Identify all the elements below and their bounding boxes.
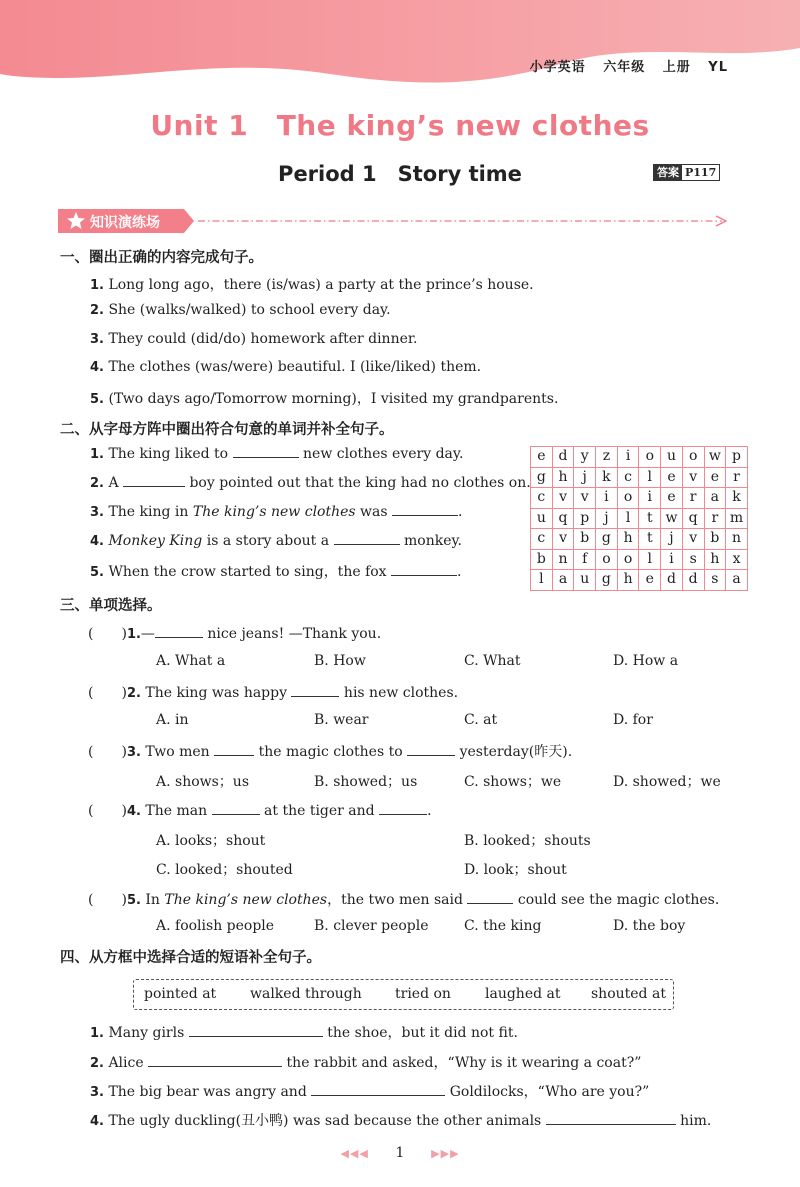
grid-letter[interactable]: n [552, 549, 574, 570]
grid-letter[interactable]: r [726, 467, 748, 488]
grid-letter[interactable]: i [661, 549, 683, 570]
book-info [518, 56, 728, 75]
part1-heading: 一、圈出正确的内容完成句子。 [60, 250, 263, 266]
grid-letter[interactable]: g [596, 529, 618, 550]
answer-label: 答案 [654, 165, 682, 180]
grid-letter[interactable]: l [617, 508, 639, 529]
answer-blank[interactable] [155, 626, 203, 638]
subject-label: 小学英语 [529, 60, 586, 75]
part3-heading: 三、单项选择。 [60, 598, 162, 614]
grid-letter[interactable]: u [574, 570, 596, 591]
grid-letter[interactable]: u [661, 447, 683, 468]
answer-blank[interactable] [546, 1113, 676, 1125]
part1-item: 5. (Two days ago/Tomorrow morning)，I visited my grandparents. [90, 391, 559, 407]
part4-item: 4. The ugly duckling(丑小鸭) was sad because the other animals him. [90, 1113, 712, 1129]
part2-item: 3. The king in The king’s new clothes was . [90, 504, 463, 520]
letter-grid [530, 446, 748, 591]
option-a[interactable]: A. What a [156, 653, 226, 669]
grid-letter[interactable]: j [661, 529, 683, 550]
choice-question: ( )4. The man at the tiger and . [88, 803, 432, 819]
grid-letter[interactable]: e [661, 488, 683, 509]
grid-letter[interactable]: e [704, 467, 726, 488]
grid-letter[interactable]: d [661, 570, 683, 591]
grid-letter[interactable]: i [639, 488, 661, 509]
grid-letter[interactable]: w [661, 508, 683, 529]
answer-blank[interactable] [467, 892, 513, 904]
part2-item: 5. When the crow started to sing，the fox . [90, 564, 462, 580]
grid-letter[interactable]: b [704, 529, 726, 550]
grid-letter[interactable]: r [704, 508, 726, 529]
answer-blank[interactable] [379, 803, 427, 815]
option-d[interactable]: D. the boy [613, 918, 686, 934]
grid-letter[interactable]: v [682, 467, 704, 488]
part2-item: 2. A boy pointed out that the king had no clothes on. [90, 475, 531, 491]
grid-letter[interactable]: t [639, 529, 661, 550]
page-footer [0, 1145, 800, 1161]
grid-letter[interactable]: k [726, 488, 748, 509]
grid-letter[interactable]: h [552, 467, 574, 488]
option-d[interactable]: D. look；shout [464, 862, 567, 878]
grid-letter[interactable]: o [682, 447, 704, 468]
grid-letter[interactable]: d [682, 570, 704, 591]
grid-letter[interactable]: v [682, 529, 704, 550]
grid-letter[interactable]: y [574, 447, 596, 468]
star-runner-icon [66, 211, 86, 231]
grid-letter[interactable]: j [596, 508, 618, 529]
left-arrows-icon: ◀◀◀ [340, 1147, 369, 1160]
option-b[interactable]: B. How [314, 653, 366, 669]
grid-letter[interactable]: n [726, 529, 748, 550]
option-a[interactable]: A. looks；shout [156, 833, 266, 849]
grid-letter[interactable]: l [531, 570, 553, 591]
option-b[interactable]: B. wear [314, 712, 369, 728]
grid-row [531, 467, 748, 488]
grid-letter[interactable]: u [531, 508, 553, 529]
grid-letter[interactable]: l [639, 549, 661, 570]
grid-letter[interactable]: o [596, 549, 618, 570]
option-c[interactable]: C. shows；we [464, 774, 562, 790]
grid-letter[interactable]: c [531, 488, 553, 509]
part1-item: 3. They could (did/do) homework after dinner. [90, 331, 418, 347]
grid-letter[interactable]: o [617, 549, 639, 570]
volume-label: 上册 [662, 60, 691, 75]
part4-heading: 四、从方框中选择合适的短语补全句子。 [60, 950, 321, 966]
grid-letter[interactable]: e [639, 570, 661, 591]
grid-letter[interactable]: v [574, 488, 596, 509]
grade-label: 六年级 [603, 60, 646, 75]
grid-row [531, 447, 748, 468]
answer-blank[interactable] [392, 504, 458, 516]
edition-label: YL [708, 60, 728, 75]
grid-letter[interactable]: m [726, 508, 748, 529]
grid-letter[interactable]: a [552, 570, 574, 591]
answer-blank[interactable] [123, 475, 185, 487]
answer-blank[interactable] [334, 533, 400, 545]
option-b[interactable]: B. showed；us [314, 774, 418, 790]
option-d[interactable]: D. showed；we [613, 774, 721, 790]
part4-item: 3. The big bear was angry and Goldilocks，“Who are you?” [90, 1084, 650, 1100]
header-wave-band [0, 0, 800, 92]
grid-letter[interactable]: a [726, 570, 748, 591]
choice-question: ( )5. In The king’s new clothes，the two men said could see the magic clothes. [88, 892, 720, 908]
grid-letter[interactable]: k [596, 467, 618, 488]
answer-blank[interactable] [214, 744, 254, 756]
grid-letter[interactable]: h [617, 570, 639, 591]
section-banner-label: 知识演练场 [90, 215, 160, 231]
right-arrows-icon: ▶▶▶ [431, 1147, 460, 1160]
grid-letter[interactable]: s [682, 549, 704, 570]
grid-letter[interactable]: o [617, 488, 639, 509]
grid-letter[interactable]: v [552, 529, 574, 550]
grid-letter[interactable]: b [574, 529, 596, 550]
section-banner [58, 208, 730, 234]
option-a[interactable]: A. foolish people [156, 918, 275, 934]
period-title: Period 1 Story time [278, 162, 522, 186]
part2-item: 1. The king liked to new clothes every day. [90, 446, 464, 462]
grid-row [531, 508, 748, 529]
phrase-item: tried on [395, 986, 451, 1002]
option-c[interactable]: C. the king [464, 918, 542, 934]
grid-letter[interactable]: h [617, 529, 639, 550]
phrase-item: shouted at [591, 986, 666, 1002]
answer-blank[interactable] [212, 803, 260, 815]
answer-blank[interactable] [291, 685, 339, 697]
grid-letter[interactable]: j [574, 467, 596, 488]
answer-reference [653, 164, 720, 181]
part4-item: 2. Alice the rabbit and asked，“Why is it wearing a coat?” [90, 1055, 642, 1071]
grid-letter[interactable]: x [726, 549, 748, 570]
part1-item: 2. She (walks/walked) to school every day. [90, 302, 391, 318]
grid-letter[interactable]: t [639, 508, 661, 529]
option-d[interactable]: D. How a [613, 653, 679, 669]
answer-blank[interactable] [148, 1055, 282, 1067]
unit-title: Unit 1 The king’s new clothes [150, 109, 650, 142]
phrase-item: laughed at [485, 986, 561, 1002]
part1-item: 1. Long long ago，there (is/was) a party at the prince’s house. [90, 277, 534, 293]
grid-letter[interactable]: v [552, 488, 574, 509]
grid-letter[interactable]: w [704, 447, 726, 468]
answer-blank[interactable] [391, 564, 457, 576]
grid-letter[interactable]: i [617, 447, 639, 468]
grid-row [531, 488, 748, 509]
option-b[interactable]: B. clever people [314, 918, 429, 934]
answer-blank[interactable] [189, 1025, 323, 1037]
grid-row [531, 529, 748, 550]
grid-row [531, 570, 748, 591]
answer-blank[interactable] [311, 1084, 445, 1096]
grid-letter[interactable]: p [726, 447, 748, 468]
grid-letter[interactable]: a [704, 488, 726, 509]
grid-letter[interactable]: q [682, 508, 704, 529]
phrase-item: pointed at [144, 986, 217, 1002]
grid-letter[interactable]: s [704, 570, 726, 591]
part2-heading: 二、从字母方阵中圈出符合句意的单词并补全句子。 [60, 422, 394, 438]
option-d[interactable]: D. for [613, 712, 653, 728]
part2-item: 4. Monkey King is a story about a monkey. [90, 533, 463, 549]
option-b[interactable]: B. looked；shouts [464, 833, 591, 849]
answer-page: P117 [685, 166, 717, 179]
grid-letter[interactable]: p [574, 508, 596, 529]
grid-letter[interactable]: c [617, 467, 639, 488]
grid-letter[interactable]: h [704, 549, 726, 570]
grid-letter[interactable]: f [574, 549, 596, 570]
option-a[interactable]: A. shows；us [156, 774, 250, 790]
part4-item: 1. Many girls the shoe，but it did not fit. [90, 1025, 518, 1041]
grid-letter[interactable]: r [682, 488, 704, 509]
option-a[interactable]: A. in [156, 712, 189, 728]
grid-letter[interactable]: d [552, 447, 574, 468]
grid-letter[interactable]: g [531, 467, 553, 488]
grid-letter[interactable]: q [552, 508, 574, 529]
grid-letter[interactable]: g [596, 570, 618, 591]
answer-blank[interactable] [233, 446, 299, 458]
choice-question: ( )2. The king was happy his new clothes. [88, 685, 459, 701]
option-c[interactable]: C. What [464, 653, 521, 669]
option-c[interactable]: C. looked；shouted [156, 862, 293, 878]
grid-letter[interactable]: o [639, 447, 661, 468]
choice-question: ( )1.— nice jeans! —Thank you. [88, 626, 382, 642]
phrase-box [133, 979, 674, 1010]
page-number: 1 [395, 1145, 405, 1161]
grid-letter[interactable]: z [596, 447, 618, 468]
grid-row [531, 549, 748, 570]
grid-letter[interactable]: e [661, 467, 683, 488]
option-c[interactable]: C. at [464, 712, 498, 728]
grid-letter[interactable]: e [531, 447, 553, 468]
part1-item: 4. The clothes (was/were) beautiful. I (like/liked) them. [90, 359, 482, 375]
phrase-item: walked through [250, 986, 362, 1002]
grid-letter[interactable]: i [596, 488, 618, 509]
choice-question: ( )3. Two men the magic clothes to yesterday(昨天). [88, 744, 573, 760]
grid-letter[interactable]: l [639, 467, 661, 488]
grid-letter[interactable]: b [531, 549, 553, 570]
answer-blank[interactable] [407, 744, 455, 756]
grid-letter[interactable]: c [531, 529, 553, 550]
